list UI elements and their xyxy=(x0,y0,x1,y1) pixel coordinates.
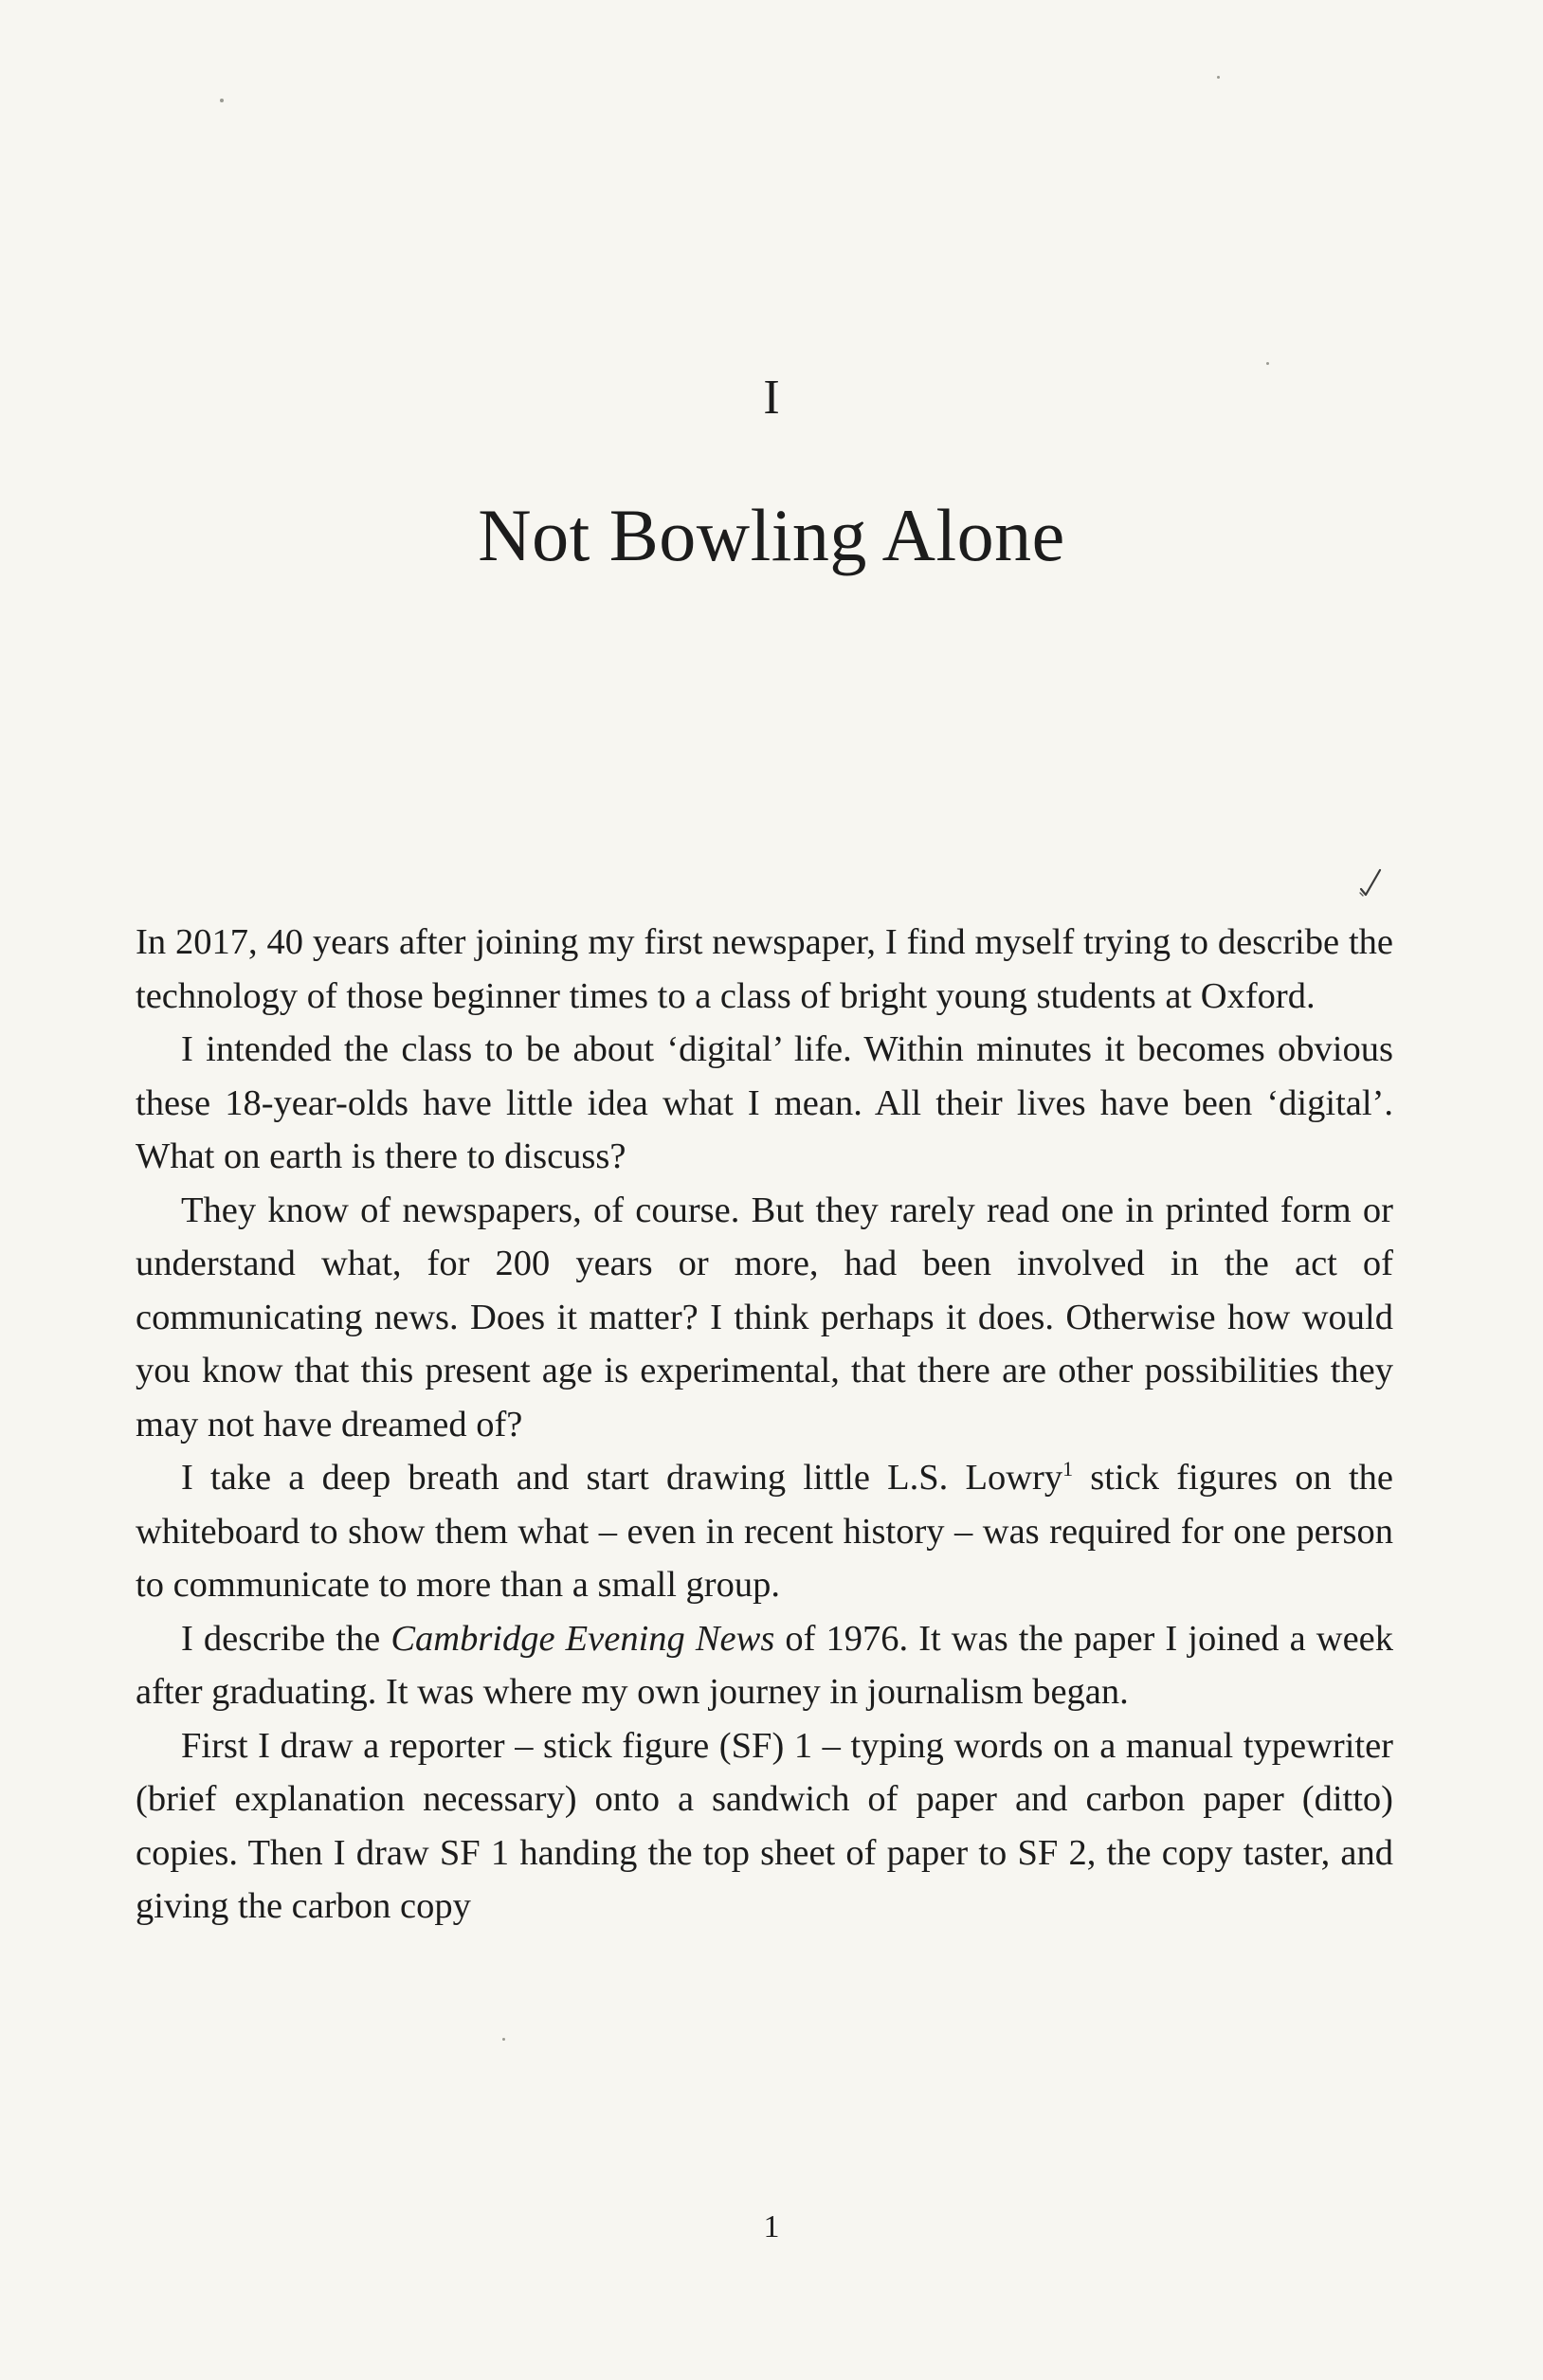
paragraph xyxy=(136,1451,1393,1612)
text-run: In 2017, 40 years after joining my first newspaper, I find myself trying to describe the technology of those beginner times to a class of bright young students at Oxford. xyxy=(136,922,1393,1016)
paper-speck xyxy=(1217,76,1220,79)
chapter-number: I xyxy=(763,371,780,425)
text-run: I intended the class to be about ‘digital’ life. Within minutes it becomes obvious these 18-year-olds have little idea what I mean. All their lives have been ‘digital’. What on earth is there to discuss? xyxy=(136,1029,1393,1176)
italic-title: Cambridge Evening News xyxy=(390,1618,775,1659)
text-run: stick figures on the whiteboard to show them what – even in recent history – was required for one person to communicate to more than a small group. xyxy=(136,1458,1393,1605)
paragraph xyxy=(136,1023,1393,1184)
paragraph xyxy=(136,1719,1393,1934)
paragraph xyxy=(136,1612,1393,1719)
text-run: of 1976. It was the paper I joined a week after graduating. It was where my own journey in journalism began. xyxy=(136,1618,1393,1712)
paper-speck xyxy=(220,99,224,102)
paragraph xyxy=(136,1184,1393,1452)
paragraph xyxy=(136,916,1393,1023)
body-text xyxy=(136,916,1393,1934)
text-run: I take a deep breath and start drawing little L.S. Lowry xyxy=(181,1458,1063,1498)
text-run: I describe the xyxy=(181,1618,391,1659)
page-number: 1 xyxy=(763,2209,780,2244)
paper-speck xyxy=(1266,362,1269,365)
chapter-title: Not Bowling Alone xyxy=(478,494,1065,576)
footnote-marker: 1 xyxy=(1062,1457,1074,1481)
text-run: First I draw a reporter – stick figure (SF) 1 – typing words on a manual typewriter (brief explanation necessary) onto a sandwich of paper and carbon paper (ditto) copies. Then I draw SF 1 handing the top sheet of paper to SF 2, the copy taster, and giving the carbon copy xyxy=(136,1725,1393,1926)
pencil-check-mark xyxy=(1357,864,1386,902)
text-run: They know of newspapers, of course. But they rarely read one in printed form or understand what, for 200 years or more, had been involved in the act of communicating news. Does it matter? I think perhaps it does. Otherwise how would you know that this present age is experimental, that there are other possibilities they may not have dreamed of? xyxy=(136,1190,1393,1444)
paper-speck xyxy=(502,2038,505,2041)
